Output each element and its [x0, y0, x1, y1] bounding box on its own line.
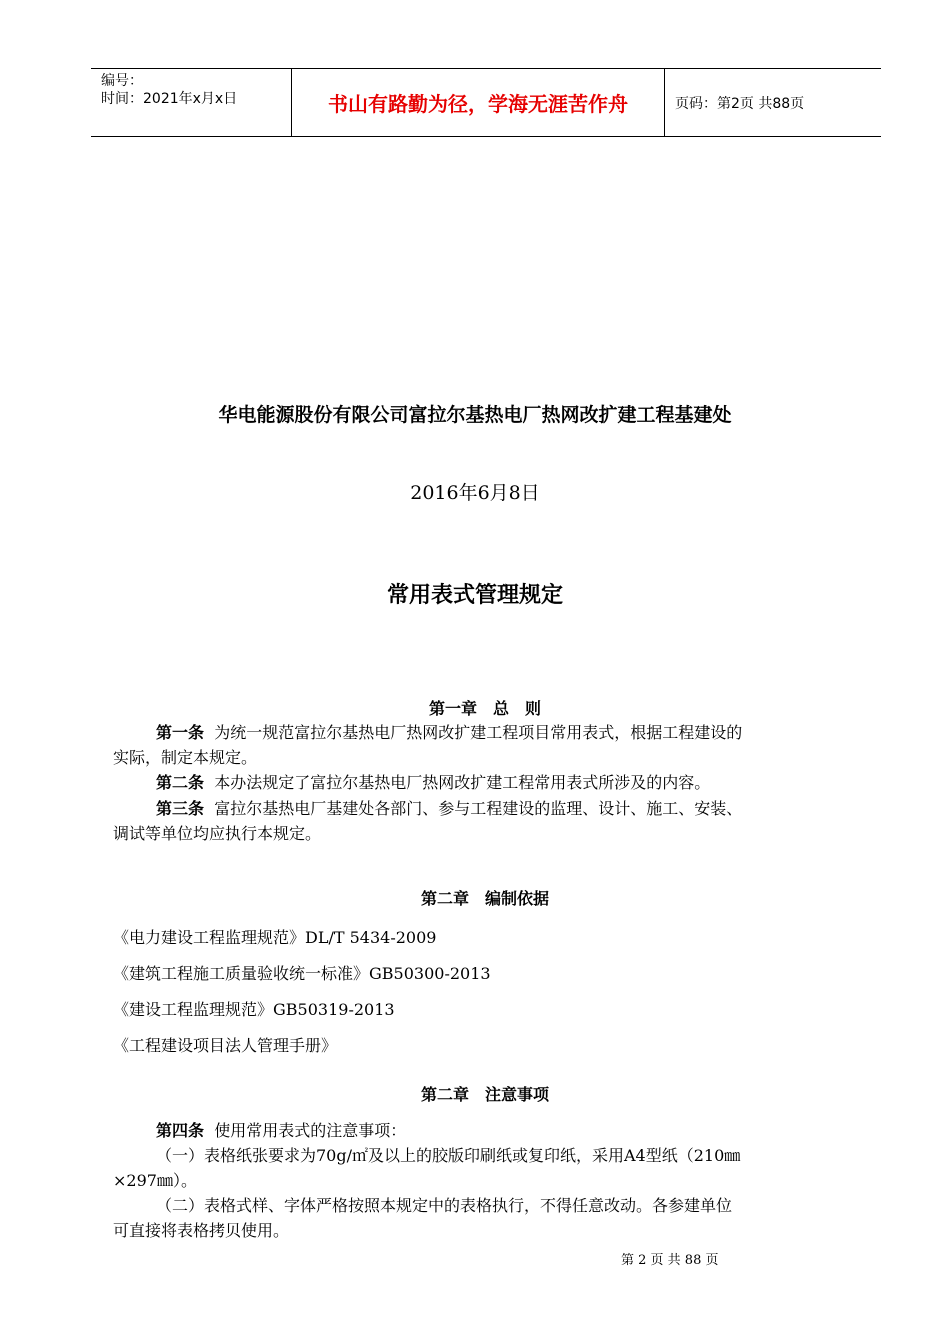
item-1-line1: （一）表格纸张要求为70g/㎡及以上的胶版印刷纸或复印纸，采用A4型纸（210㎜ [156, 1146, 741, 1165]
page-footer: 第 2 页 共 88 页 [621, 1253, 719, 1268]
article-2-label: 第二条 [156, 773, 205, 792]
time-label: 时间：2021年x月x日 [101, 91, 238, 107]
document-title: 常用表式管理规定 [386, 583, 563, 608]
chapter3-heading: 第二章 注意事项 [420, 1085, 549, 1104]
chapter2-heading: 第二章 编制依据 [420, 889, 549, 908]
article-1-line2: 实际，制定本规定。 [113, 748, 258, 767]
article-4 [113, 1118, 859, 1243]
reference-item: 《电力建设工程监理规范》DL/T 5434-2009 [113, 928, 437, 947]
article-2 [113, 770, 859, 795]
item-2-line2: 可直接将表格拷贝使用。 [113, 1221, 290, 1240]
item-2-line1: （二）表格式样、字体严格按照本规定中的表格执行，不得任意改动。各参建单位 [156, 1196, 733, 1215]
article-3-label: 第三条 [156, 799, 205, 818]
reference-item: 《建设工程监理规范》GB50319-2013 [113, 1000, 395, 1019]
header-page-label: 页码：第2页 共88页 [675, 95, 805, 112]
article-3-line1: 富拉尔基热电厂基建处各部门、参与工程建设的监理、设计、施工、安装、 [214, 799, 743, 818]
article-4-label: 第四条 [156, 1121, 205, 1140]
item-1-line2: ×297㎜）。 [113, 1171, 197, 1190]
header-meta [91, 69, 292, 136]
page-header [91, 68, 881, 137]
organization-name: 华电能源股份有限公司富拉尔基热电厂热网改扩建工程基建处 [218, 404, 732, 426]
article-3 [113, 796, 859, 846]
chapter1-heading: 第一章 总 则 [428, 699, 541, 718]
article-1-label: 第一条 [156, 723, 205, 742]
article-1-line1: 为统一规范富拉尔基热电厂热网改扩建工程项目常用表式，根据工程建设的 [214, 723, 743, 742]
reference-item: 《工程建设项目法人管理手册》 [113, 1036, 338, 1055]
reference-item: 《建筑工程施工质量验收统一标准》GB50300-2013 [113, 964, 491, 983]
article-3-line2: 调试等单位均应执行本规定。 [113, 824, 322, 843]
article-1 [113, 720, 859, 770]
article-4-text: 使用常用表式的注意事项： [214, 1121, 407, 1140]
header-motto: 书山有路勤为径，学海无涯苦作舟 [292, 69, 665, 136]
article-2-text: 本办法规定了富拉尔基热电厂热网改扩建工程常用表式所涉及的内容。 [214, 773, 711, 792]
number-label: 编号： [101, 73, 143, 89]
document-date: 2016年6月8日 [410, 482, 540, 504]
